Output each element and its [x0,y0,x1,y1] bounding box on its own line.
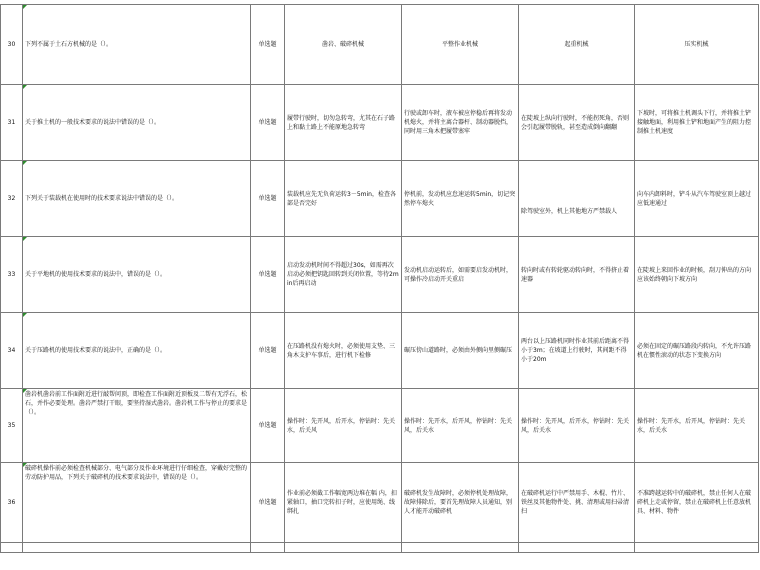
table-row [1,313,759,389]
question-type[interactable]: 单选题 [251,463,285,543]
cell [402,543,519,553]
option-c[interactable]: 除驾驶室外，机上其他地方严禁载人 [519,161,635,237]
option-a[interactable]: 履带行驶时，切勿急转弯，尤其在石子路上和黏土路上不能原地急转弯 [285,85,402,161]
option-d[interactable]: 下坡时，可将推土机调头下行，并将推土铲接触地面，利用推土铲和地面产生的阻力控制推土机速度 [635,85,759,161]
table-row [1,463,759,543]
question-text[interactable]: 下列关于装载机在使用时的技术要求说法中错误的是（）。 [23,161,251,237]
option-b[interactable]: 操作时：先开水，后开风，停钻时：先关风，后关水 [402,389,519,463]
question-type[interactable]: 单选题 [251,389,285,463]
question-text[interactable]: 破碎机操作前必须检查机械部分、电气部分及作业环境进行仔细检查，穿戴好完整的劳动防护用品，下列关于破碎机的技术要求说法中，错误的是（）。 [23,463,251,543]
option-c[interactable]: 在破碎机运行中严禁用手、木棍、竹片、铁丝及其他物件处、挑、清理或用扫帚清扫 [519,463,635,543]
question-text[interactable]: 关于平地机的使用技术要求的说法中，错误的是（）。 [23,237,251,313]
option-a[interactable]: 启动发动机时间不得超过30s，如需再次启动必须把钥匙回转到关闭位置，等待2min后再启动 [285,237,402,313]
table-row [1,5,759,85]
option-b[interactable]: 停机前，发动机应怠速运转5min，切记突然停车熄火 [402,161,519,237]
table-row [1,161,759,237]
cell [23,543,251,553]
option-a[interactable]: 装载机应先无负荷运转3－5min，检查各部是否完好 [285,161,402,237]
option-c[interactable]: 转向时或有转轮驱动转向时，不得挤止着速器 [519,237,635,313]
row-number[interactable]: 33 [1,237,23,313]
option-c[interactable]: 操作时：先开风，后开水，停钻时：先关风，后关水 [519,389,635,463]
question-text[interactable]: 关于推土机的一般技术要求的说法中错误的是（）。 [23,85,251,161]
option-d[interactable]: 必须在固定的碾压路段内转向，不允许压路机在惯性滚动的状态下变换方向 [635,313,759,389]
option-d[interactable]: 压实机械 [635,5,759,85]
question-type[interactable]: 单选题 [251,85,285,161]
question-type[interactable]: 单选题 [251,313,285,389]
row-number[interactable]: 30 [1,5,23,85]
option-b[interactable]: 碾压傍山道路时，必须由外侧向里侧碾压 [402,313,519,389]
option-a[interactable]: 凿岩、破碎机械 [285,5,402,85]
option-d[interactable]: 不准跨越运转中的破碎机，禁止任何人在破碎机上走或停留，禁止在破碎机上任意放机具、材料、物件 [635,463,759,543]
question-text[interactable]: 凿岩机凿岩前工作面附近进行敲帮问顶，即检查工作面附近顶板及二帮有无浮石，松石，并作必要处理。凿岩严禁打干眼，要坚持湿式凿岩。凿岩机工作与停止的要求是（）。 [23,389,251,463]
row-number[interactable]: 35 [1,389,23,463]
table-row-partial [1,543,759,553]
question-table [0,4,759,553]
option-d[interactable]: 向车内卸料时，铲斗从汽车驾驶室顶上越过应低速通过 [635,161,759,237]
row-number[interactable]: 34 [1,313,23,389]
option-c[interactable]: 两台以上压路机同时作业其前后距离不得小于3m；在坡道上行驶时，其间距不得小于20m [519,313,635,389]
table-row [1,389,759,463]
option-b[interactable]: 发动机启动运转后，如需要启发动机时，可操作冷启动开关重启 [402,237,519,313]
option-b[interactable]: 行驶或卸车时，液车被应停稳后再将发动机熄火，并将主离合器杆、制动器脱挡，同时用三角木把履带塞牢 [402,85,519,161]
table-row [1,237,759,313]
question-type[interactable]: 单选题 [251,161,285,237]
row-number[interactable]: 31 [1,85,23,161]
cell [251,543,285,553]
cell [1,543,23,553]
table-row [1,85,759,161]
cell [519,543,635,553]
option-c[interactable]: 起重机械 [519,5,635,85]
option-a[interactable]: 操作时：先开风，后开水，停钻时：先关水，后关风 [285,389,402,463]
option-b[interactable]: 破碎机发生故障时，必须停机处理故障，故障排除后，要首先理故障人员通知，别人才能开动破碎机 [402,463,519,543]
question-type[interactable]: 单选题 [251,5,285,85]
option-b[interactable]: 平整作业机械 [402,5,519,85]
row-number[interactable]: 36 [1,463,23,543]
cell [285,543,402,553]
option-a[interactable]: 作业前必须截工作幅宽两边堆在幅 内，扣紧轴口，抽口完转扣子时，应使用绳、线绑扎 [285,463,402,543]
question-type[interactable]: 单选题 [251,237,285,313]
question-text[interactable]: 下列不属于土石方机械的是（）。 [23,5,251,85]
question-text[interactable]: 关于压路机的使用技术要求的说法中，正确的是（）。 [23,313,251,389]
option-d[interactable]: 操作时：先开水，后开风，停钻时：先关水，后关水 [635,389,759,463]
option-a[interactable]: 在压路机没有熄火时，必须使用支垫、三角木支护车事后，进行机下检修 [285,313,402,389]
row-number[interactable]: 32 [1,161,23,237]
cell [635,543,759,553]
option-d[interactable]: 在陡坡上来回作业的时候，刮刀伸出的方向应该始终朝向下坡方向 [635,237,759,313]
option-c[interactable]: 在陡坡上纵向行驶时，不能拐死角，否则会引起履带脱轨，甚至造成倒向翻翻 [519,85,635,161]
